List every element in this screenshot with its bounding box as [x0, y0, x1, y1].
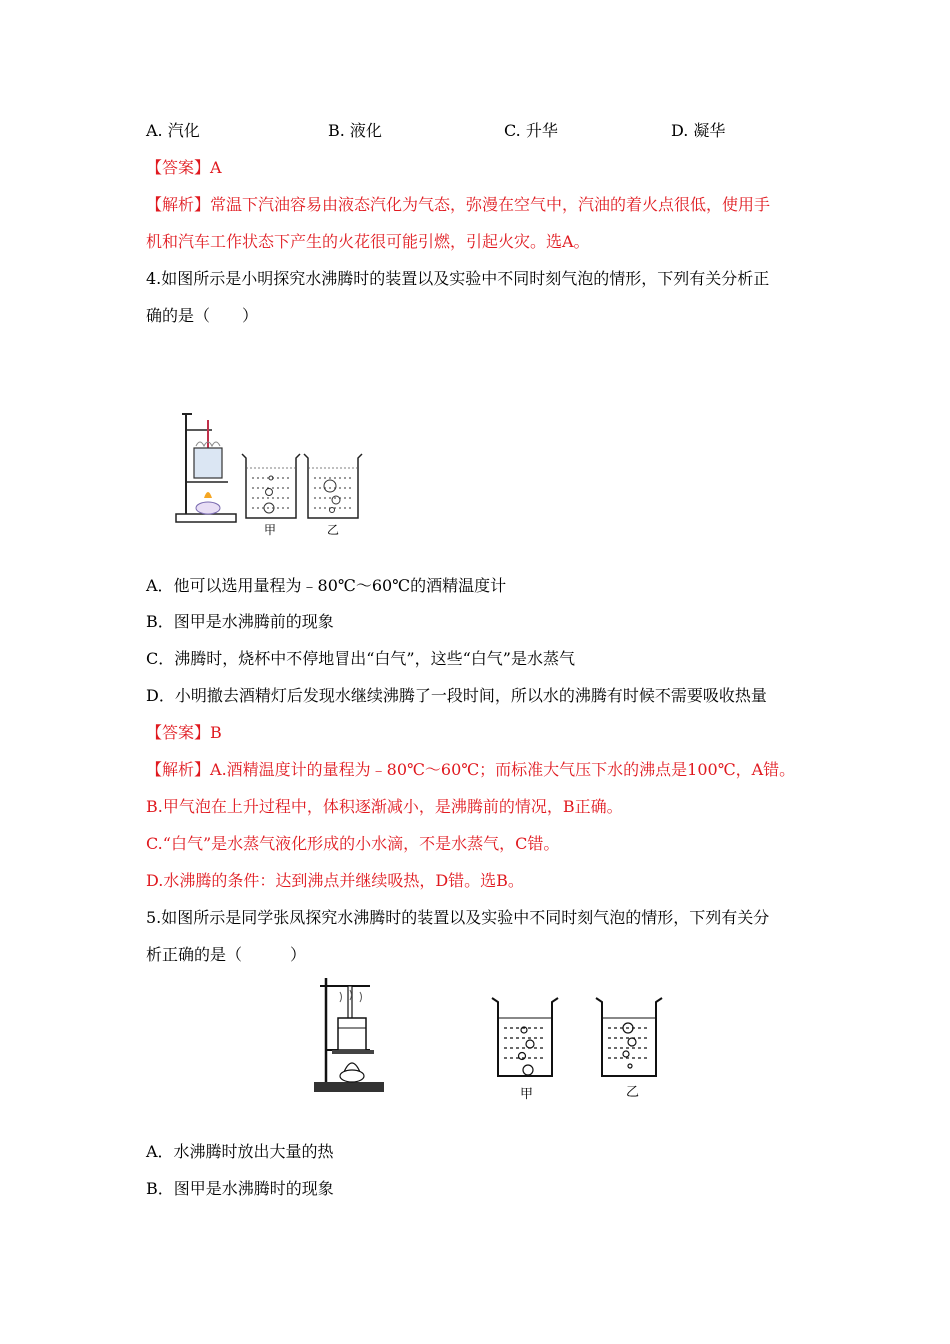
q4-option-d: D．小明撤去酒精灯后发现水继续沸腾了一段时间，所以水的沸腾有时候不需要吸收热量 — [146, 686, 767, 705]
q4-figure — [172, 408, 372, 542]
q3-analysis-line1: 【解析】常温下汽油容易由液态汽化为气态，弥漫在空气中，汽油的着火点很低，使用手 — [146, 195, 771, 214]
q4-analysis-line2: B.甲气泡在上升过程中，体积逐渐减小，是沸腾前的情况，B正确。 — [146, 797, 623, 816]
q5-label-jia: 甲 — [520, 1087, 534, 1102]
q5-option-b: B．图甲是水沸腾时的现象 — [146, 1179, 334, 1198]
q4-answer: 【答案】B — [146, 723, 222, 742]
q4-analysis-line3: C.“白气”是水蒸气液化形成的小水滴，不是水蒸气，C错。 — [146, 834, 560, 853]
q4-label-yi: 乙 — [327, 523, 340, 537]
q3-analysis-label: 【解析】 — [146, 195, 211, 214]
q3-option-a: A. 汽化 — [146, 121, 200, 140]
q5-option-a: A．水沸腾时放出大量的热 — [146, 1142, 334, 1161]
q4-figure-drawing — [172, 408, 372, 538]
q4-analysis-line4: D.水沸腾的条件：达到沸点并继续吸热，D错。选B。 — [146, 871, 524, 890]
q3-analysis-line2: 机和汽车工作状态下产生的火花很可能引燃，引起火灾。选A。 — [146, 232, 590, 251]
q5-stem-line2: 析正确的是（ ） — [146, 945, 307, 964]
q4-stem-line1: 4.如图所示是小明探究水沸腾时的装置以及实验中不同时刻气泡的情形，下列有关分析正 — [146, 269, 770, 288]
q4-label-jia: 甲 — [264, 523, 277, 537]
q5-stem-line1: 5.如图所示是同学张凤探究水沸腾时的装置以及实验中不同时刻气泡的情形，下列有关分 — [146, 908, 770, 927]
q5-label-yi: 乙 — [626, 1085, 640, 1100]
q4-option-b: B．图甲是水沸腾前的现象 — [146, 612, 334, 631]
q4-analysis-line1: 【解析】A.酒精温度计的量程为﹣80℃～60℃；而标准大气压下水的沸点是100℃，A错。 — [146, 760, 796, 779]
q5-figure-drawing — [310, 972, 670, 1104]
q3-option-b: B. 液化 — [328, 121, 382, 140]
q4-option-c: C．沸腾时，烧杯中不停地冒出“白气”，这些“白气”是水蒸气 — [146, 649, 575, 668]
q3-answer: 【答案】A — [146, 158, 222, 177]
q5-figure — [310, 972, 670, 1108]
q3-option-c: C. 升华 — [504, 121, 558, 140]
q4-stem-line2: 确的是（ ） — [146, 306, 259, 325]
q3-option-d: D. 凝华 — [671, 121, 726, 140]
q4-analysis-label: 【解析】 — [146, 760, 211, 779]
q4-option-a: A．他可以选用量程为﹣80℃～60℃的酒精温度计 — [146, 576, 507, 595]
